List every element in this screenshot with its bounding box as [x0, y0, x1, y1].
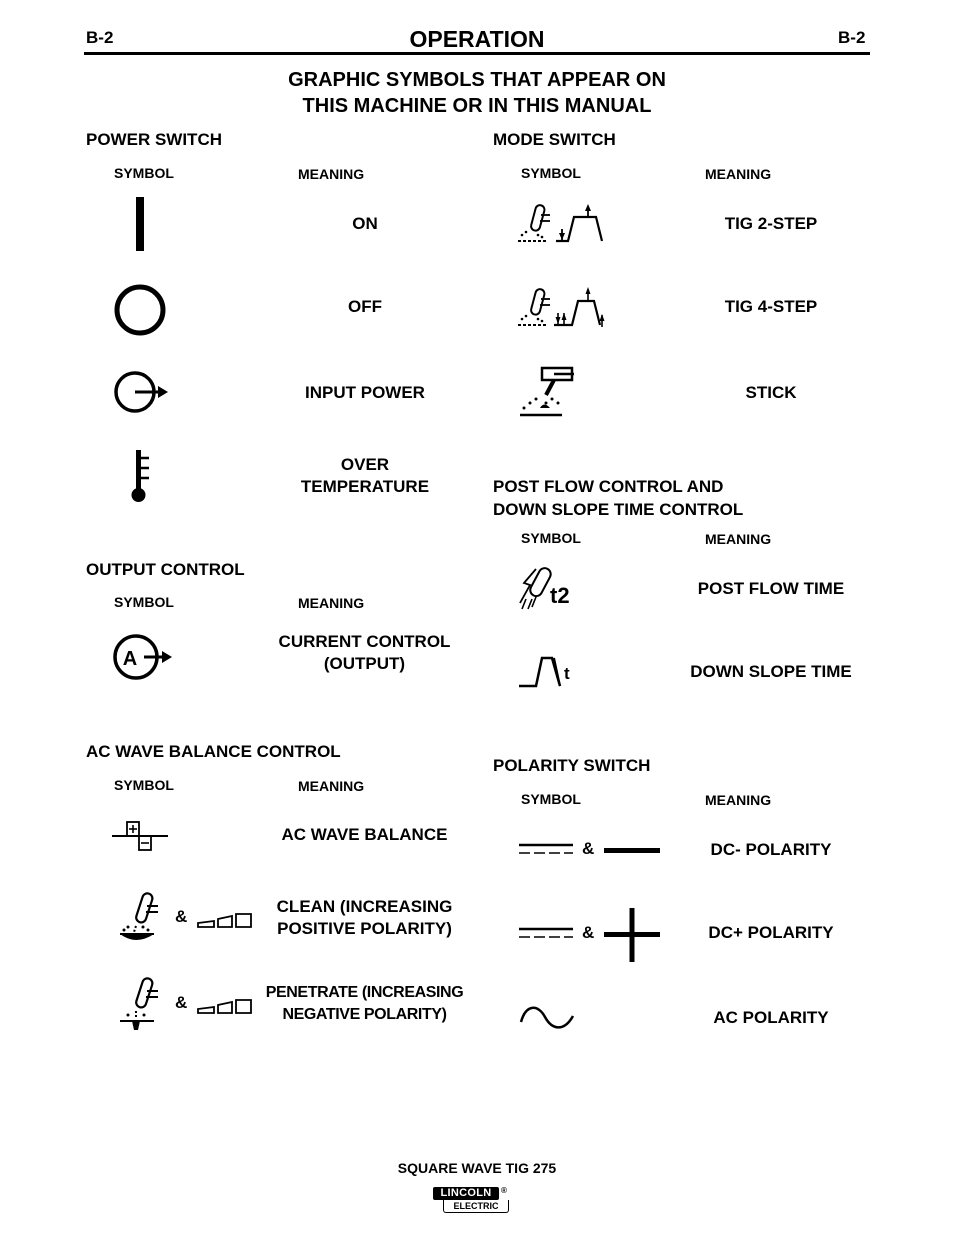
meaning-line: POSITIVE POLARITY) [277, 919, 452, 938]
input-power-icon [110, 368, 170, 418]
ac-sine-icon [516, 1000, 580, 1036]
polarity-symbol-label: SYMBOL [521, 791, 581, 807]
current-control-glyph: A [122, 648, 138, 670]
dc-symbol-icon [516, 838, 576, 860]
output-control-symbol-label: SYMBOL [114, 594, 174, 610]
ac-wave-balance-icon [110, 818, 172, 856]
page-title: OPERATION [409, 26, 545, 52]
thermometer-icon [125, 448, 155, 504]
post-flow-heading [493, 475, 743, 521]
lincoln-logo-bottom: ELECTRIC [443, 1200, 509, 1213]
clean-torch-icon [116, 890, 162, 946]
post-flow-glyph: t2 [550, 583, 570, 608]
meaning-stick: STICK [745, 383, 797, 402]
output-control-meaning-label: MEANING [298, 595, 365, 611]
output-control-heading: OUTPUT CONTROL [86, 560, 245, 579]
current-control-icon [110, 632, 174, 682]
off-circle-icon [110, 280, 170, 340]
power-switch-heading: POWER SWITCH [86, 130, 222, 149]
subtitle-line-2: THIS MACHINE OR IN THIS MANUAL [302, 95, 652, 117]
meaning-post-flow-time: POST FLOW TIME [697, 579, 845, 598]
lincoln-logo-top: LINCOLN [433, 1187, 499, 1200]
polarity-meaning-label: MEANING [705, 792, 772, 808]
mode-switch-meaning-label: MEANING [705, 166, 772, 182]
ac-wave-balance-heading: AC WAVE BALANCE CONTROL [86, 742, 341, 761]
subtitle-line-1: GRAPHIC SYMBOLS THAT APPEAR ON [288, 69, 666, 91]
meaning-clean [262, 896, 467, 940]
power-switch-meaning-label: MEANING [298, 166, 365, 182]
polarity-switch-heading: POLARITY SWITCH [493, 756, 651, 775]
post-flow-meaning-label: MEANING [705, 531, 772, 547]
dc-minus-icon [602, 842, 662, 858]
tig-2-step-icon [516, 203, 608, 247]
meaning-line: OVER [340, 455, 390, 474]
page-number-left: B-2 [86, 28, 114, 47]
meaning-line: PENETRATE (INCREASING [265, 984, 464, 1001]
section-subtitle [177, 67, 777, 119]
power-switch-symbol-label: SYMBOL [114, 165, 174, 181]
meaning-dc-minus: DC- POLARITY [710, 840, 832, 859]
dc-symbol-icon [516, 922, 576, 944]
mode-switch-symbol-label: SYMBOL [521, 165, 581, 181]
meaning-ac-wave-balance: AC WAVE BALANCE [281, 825, 448, 844]
meaning-tig-4-step: TIG 4-STEP [724, 297, 818, 316]
meaning-dc-plus: DC+ POLARITY [708, 923, 834, 942]
meaning-line: NEGATIVE POLARITY) [282, 1006, 447, 1023]
increasing-bars-icon [196, 911, 254, 931]
meaning-penetrate [258, 982, 471, 1026]
header-rule [84, 52, 870, 55]
meaning-line: TEMPERATURE [300, 477, 430, 496]
post-flow-heading-line-2: DOWN SLOPE TIME CONTROL [493, 500, 744, 519]
meaning-on: ON [352, 214, 378, 233]
down-slope-icon [516, 652, 580, 692]
meaning-ac-polarity: AC POLARITY [713, 1008, 829, 1027]
meaning-line: CLEAN (INCREASING [276, 897, 453, 916]
meaning-over-temperature [270, 454, 460, 498]
meaning-line: (OUTPUT) [323, 654, 406, 673]
footer-model: SQUARE WAVE TIG 275 [397, 1160, 557, 1176]
post-flow-icon [516, 563, 582, 615]
ampersand: & [175, 993, 188, 1012]
penetrate-torch-icon [116, 975, 162, 1033]
meaning-input-power: INPUT POWER [305, 383, 425, 402]
ampersand: & [582, 839, 595, 858]
ampersand: & [582, 923, 595, 942]
post-flow-heading-line-1: POST FLOW CONTROL AND [493, 477, 724, 496]
down-slope-glyph: t [564, 664, 570, 683]
meaning-down-slope-time: DOWN SLOPE TIME [690, 662, 852, 681]
page-number-right: B-2 [838, 28, 866, 47]
ac-wave-meaning-label: MEANING [298, 778, 365, 794]
meaning-off: OFF [348, 297, 382, 316]
tig-4-step-icon [516, 287, 608, 331]
on-bar-icon [110, 195, 170, 255]
meaning-tig-2-step: TIG 2-STEP [724, 214, 818, 233]
ac-wave-symbol-label: SYMBOL [114, 777, 174, 793]
stick-electrode-icon [516, 365, 580, 421]
meaning-line: CURRENT CONTROL [278, 632, 451, 651]
mode-switch-heading: MODE SWITCH [493, 130, 616, 149]
meaning-current-control [262, 631, 467, 675]
dc-plus-icon [602, 906, 662, 964]
registered-mark: ® [501, 1186, 507, 1195]
ampersand: & [175, 907, 188, 926]
post-flow-symbol-label: SYMBOL [521, 530, 581, 546]
increasing-bars-icon [196, 997, 254, 1017]
